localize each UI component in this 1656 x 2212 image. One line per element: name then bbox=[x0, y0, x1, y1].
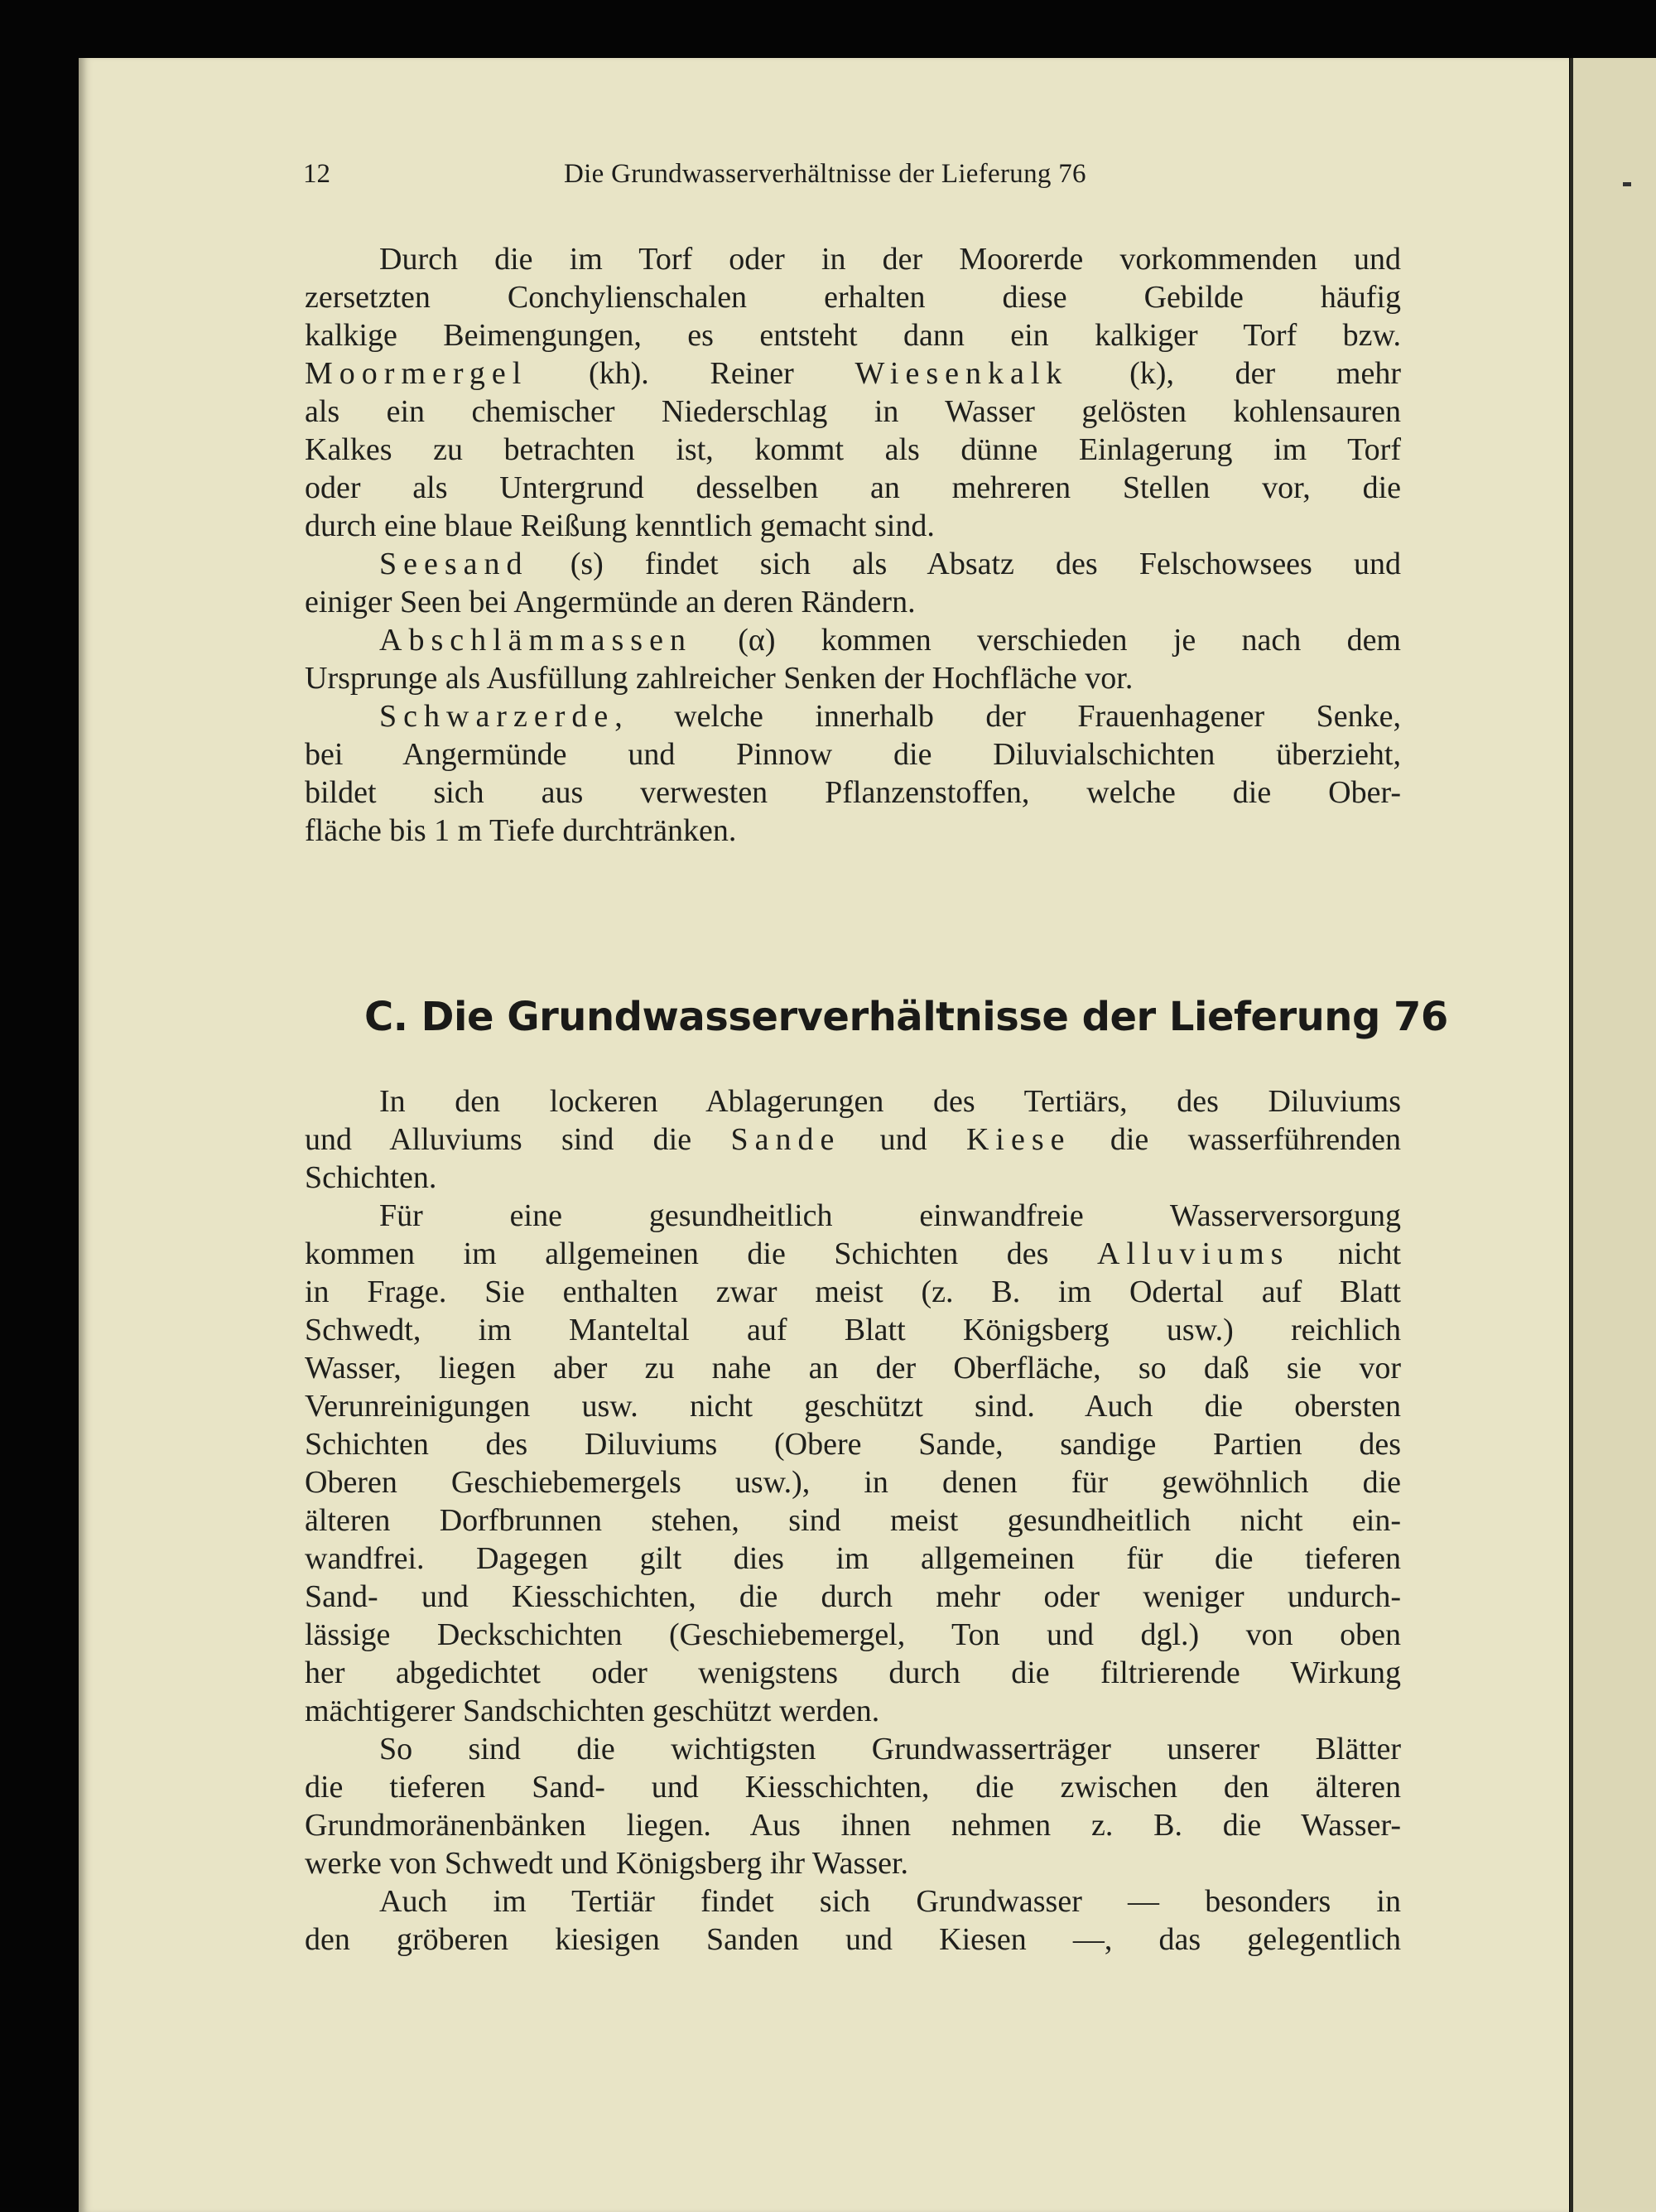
text-segment: her abgedichtet oder wenigstens durch die filtrierende Wirkung bbox=[305, 1655, 1401, 1690]
text-segment: Oberen Geschiebemergels usw.), in denen für gewöhnlich die bbox=[305, 1465, 1401, 1500]
text-segment: Schichten des Diluviums (Obere Sande, sandige Partien des bbox=[305, 1427, 1401, 1462]
text-segment: So sind die wichtigsten Grundwasserträger unserer Blätter bbox=[379, 1732, 1401, 1766]
text-segment: Schichten. bbox=[305, 1160, 437, 1195]
text-line bbox=[305, 583, 1401, 621]
spaced-emphasis: Abschlämmassen bbox=[379, 623, 692, 658]
text-line bbox=[305, 1540, 1401, 1578]
text-line bbox=[305, 773, 1401, 812]
spaced-emphasis: Alluviums bbox=[1097, 1236, 1290, 1271]
text-segment: Sand- und Kiesschichten, die durch mehr oder weniger undurch- bbox=[305, 1579, 1401, 1614]
text-line bbox=[305, 1616, 1401, 1654]
text-segment: kalkige Beimengungen, es entsteht dann ein kalkiger Torf bzw. bbox=[305, 318, 1401, 353]
text-segment: Wasser, liegen aber zu nahe an der Oberfläche, so daß sie vor bbox=[305, 1351, 1401, 1386]
spaced-emphasis: Kiese bbox=[965, 1122, 1071, 1157]
text-line bbox=[305, 1273, 1401, 1311]
adjacent-page-edge bbox=[1570, 58, 1656, 2212]
text-segment: Kalkes zu betrachten ist, kommt als dünne Einlagerung im Torf bbox=[305, 432, 1401, 467]
text-segment: und bbox=[840, 1122, 966, 1157]
text-line bbox=[305, 1387, 1401, 1425]
page-number: 12 bbox=[303, 159, 330, 189]
paragraph bbox=[305, 697, 1401, 850]
spaced-emphasis: Seesand bbox=[379, 547, 529, 581]
section-heading: C. Die Grundwasserverhältnisse der Lieferung 76 bbox=[364, 994, 1448, 1040]
text-segment: (kh). Reiner bbox=[527, 356, 855, 391]
text-segment: werke von Schwedt und Königsberg ihr Wasser. bbox=[305, 1846, 909, 1881]
text-segment: mächtigerer Sandschichten geschützt werden. bbox=[305, 1694, 880, 1728]
text-line bbox=[305, 735, 1401, 773]
text-line bbox=[305, 1501, 1401, 1540]
page-mark bbox=[1623, 182, 1631, 186]
text-line bbox=[305, 1578, 1401, 1616]
text-segment: In den lockeren Ablagerungen des Tertiärs, des Diluviums bbox=[379, 1084, 1401, 1119]
text-line bbox=[305, 545, 1401, 583]
text-line bbox=[305, 469, 1401, 507]
text-line bbox=[305, 393, 1401, 431]
text-line bbox=[305, 1463, 1401, 1501]
spaced-emphasis: Sande bbox=[730, 1122, 841, 1157]
paragraph bbox=[305, 621, 1401, 697]
text-segment: in Frage. Sie enthalten zwar meist (z. B. im Odertal auf Blatt bbox=[305, 1275, 1401, 1309]
text-segment: (s) findet sich als Absatz des Felschowsees und bbox=[528, 547, 1401, 581]
text-line bbox=[305, 507, 1401, 545]
text-line bbox=[305, 354, 1401, 393]
paragraph bbox=[305, 1882, 1401, 1959]
text-segment: als ein chemischer Niederschlag in Wasser gelösten kohlensauren bbox=[305, 394, 1401, 429]
text-line bbox=[305, 1120, 1401, 1159]
text-line bbox=[305, 316, 1401, 354]
text-segment: (k), der mehr bbox=[1068, 356, 1401, 391]
text-segment: kommen im allgemeinen die Schichten des bbox=[305, 1236, 1097, 1271]
text-segment: fläche bis 1 m Tiefe durchtränken. bbox=[305, 813, 737, 848]
text-line bbox=[305, 1882, 1401, 1920]
text-line bbox=[305, 1349, 1401, 1387]
text-line bbox=[305, 621, 1401, 659]
text-line bbox=[305, 1197, 1401, 1235]
text-segment: durch eine blaue Reißung kenntlich gemacht sind. bbox=[305, 508, 935, 543]
text-segment: Ursprunge als Ausfüllung zahlreicher Senken der Hochfläche vor. bbox=[305, 661, 1134, 696]
text-segment: und Alluviums sind die bbox=[305, 1122, 731, 1157]
text-segment: Verunreinigungen usw. nicht geschützt sind. Auch die obersten bbox=[305, 1389, 1401, 1424]
text-line bbox=[305, 697, 1401, 735]
text-line bbox=[305, 1082, 1401, 1120]
paragraph bbox=[305, 1730, 1401, 1882]
text-line bbox=[305, 278, 1401, 316]
text-segment: bildet sich aus verwesten Pflanzenstoffen, welche die Ober- bbox=[305, 775, 1401, 810]
text-segment: Auch im Tertiär findet sich Grundwasser — besonders in bbox=[379, 1884, 1401, 1919]
alluvium-description-text bbox=[305, 240, 1401, 850]
text-segment: Grundmoränenbänken liegen. Aus ihnen nehmen z. B. die Wasser- bbox=[305, 1808, 1401, 1843]
spaced-emphasis: Schwarzerde bbox=[379, 699, 615, 734]
text-segment: die tieferen Sand- und Kiesschichten, die zwischen den älteren bbox=[305, 1770, 1401, 1805]
spaced-emphasis: Wiesenkalk bbox=[854, 356, 1069, 391]
text-line bbox=[305, 1654, 1401, 1692]
text-line bbox=[305, 1768, 1401, 1806]
text-segment: nicht bbox=[1289, 1236, 1401, 1271]
text-segment: Schwedt, im Manteltal auf Blatt Königsberg usw.) reichlich bbox=[305, 1313, 1401, 1347]
text-segment: lässige Deckschichten (Geschiebemergel, Ton und dgl.) von oben bbox=[305, 1617, 1401, 1652]
running-title: Die Grundwasserverhältnisse der Lieferung 76 bbox=[564, 159, 1086, 189]
text-segment: (α) kommen verschieden je nach dem bbox=[691, 623, 1401, 658]
text-segment: , welche innerhalb der Frauenhagener Senke, bbox=[614, 699, 1401, 734]
paragraph bbox=[305, 545, 1401, 621]
text-line bbox=[305, 1730, 1401, 1768]
text-segment: Für eine gesundheitlich einwandfreie Wasserversorgung bbox=[379, 1198, 1401, 1233]
text-line bbox=[305, 431, 1401, 469]
text-segment: Durch die im Torf oder in der Moorerde vorkommenden und bbox=[379, 242, 1401, 277]
text-line bbox=[305, 812, 1401, 850]
text-line bbox=[305, 1311, 1401, 1349]
text-segment: wandfrei. Dagegen gilt dies im allgemeinen für die tieferen bbox=[305, 1541, 1401, 1576]
spaced-emphasis: Moormergel bbox=[305, 356, 528, 391]
text-segment: den gröberen kiesigen Sanden und Kiesen —, das gelegentlich bbox=[305, 1922, 1401, 1957]
text-line bbox=[305, 1844, 1401, 1882]
text-segment: zersetzten Conchylienschalen erhalten diese Gebilde häufig bbox=[305, 280, 1401, 315]
paragraph bbox=[305, 1082, 1401, 1197]
paragraph bbox=[305, 240, 1401, 545]
text-segment: oder als Untergrund desselben an mehreren Stellen vor, die bbox=[305, 470, 1401, 505]
text-segment: die wasserführenden bbox=[1071, 1122, 1402, 1157]
text-line bbox=[305, 1806, 1401, 1844]
text-line bbox=[305, 1425, 1401, 1463]
text-segment: einiger Seen bei Angermünde an deren Rändern. bbox=[305, 585, 916, 619]
text-segment: älteren Dorfbrunnen stehen, sind meist gesundheitlich nicht ein- bbox=[305, 1503, 1401, 1538]
text-segment: bei Angermünde und Pinnow die Diluvialschichten überzieht, bbox=[305, 737, 1401, 772]
paragraph bbox=[305, 1197, 1401, 1730]
text-line bbox=[305, 1159, 1401, 1197]
text-line bbox=[305, 1920, 1401, 1959]
text-line bbox=[305, 240, 1401, 278]
text-line bbox=[305, 1235, 1401, 1273]
text-line bbox=[305, 1692, 1401, 1730]
text-line bbox=[305, 659, 1401, 697]
groundwater-section-text bbox=[305, 1082, 1401, 1959]
